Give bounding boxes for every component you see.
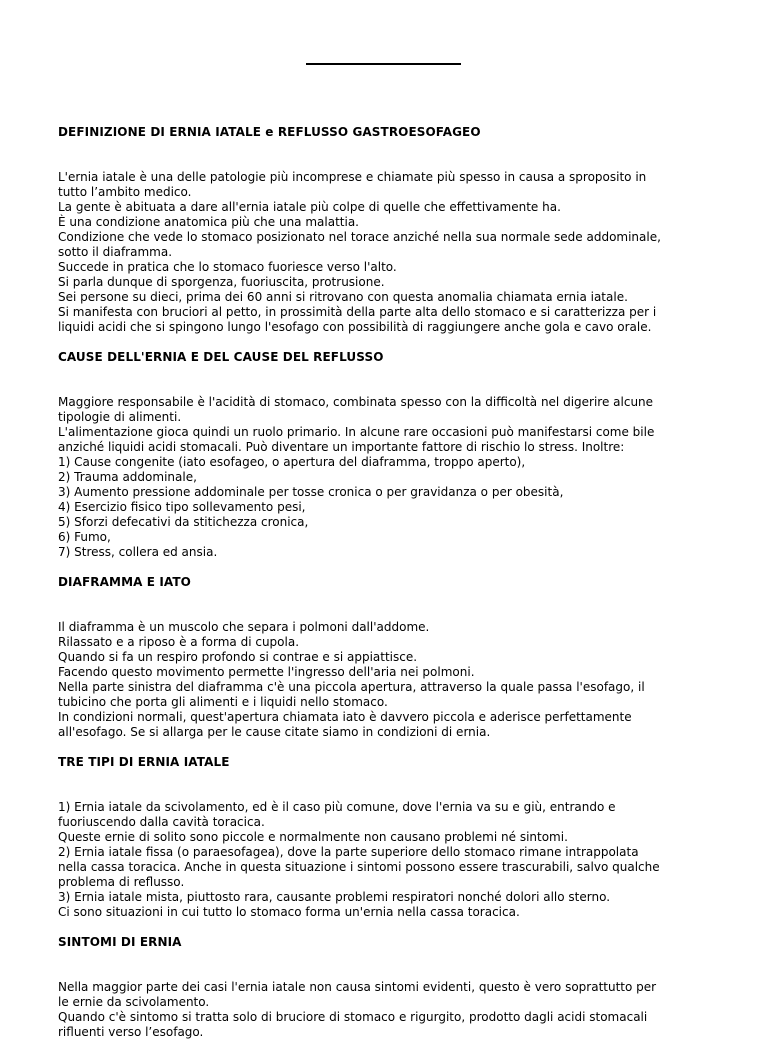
text-line: 6) Fumo, <box>58 530 111 544</box>
text-line: anziché liquidi acidi stomacali. Può diventare un importante fattore di rischio lo stress. Inoltre: <box>58 440 625 454</box>
section-paragraph <box>58 395 718 560</box>
section <box>58 125 718 350</box>
text-line: Il diaframma è un muscolo che separa i polmoni dall'addome. <box>58 620 430 634</box>
text-line: L'alimentazione gioca quindi un ruolo primario. In alcune rare occasioni può manifestarsi come bile <box>58 425 655 439</box>
text-line: nella cassa toracica. Anche in questa situazione i sintomi possono essere trascurabili, salvo qualche <box>58 860 660 874</box>
text-line: Queste ernie di solito sono piccole e normalmente non causano problemi né sintomi. <box>58 830 568 844</box>
text-line: Sei persone su dieci, prima dei 60 anni si ritrovano con questa anomalia chiamata ernia iatale. <box>58 290 628 304</box>
text-line: Quando si fa un respiro profondo si contrae e si appiattisce. <box>58 650 418 664</box>
text-line: Succede in pratica che lo stomaco fuoriesce verso l'alto. <box>58 260 397 274</box>
text-line: rifluenti verso l’esofago. <box>58 1025 204 1039</box>
text-line: Nella parte sinistra del diaframma c'è una piccola apertura, attraverso la quale passa l'esofago, il <box>58 680 645 694</box>
text-line: 3) Ernia iatale mista, piuttosto rara, causante problemi respiratori nonché dolori allo sterno. <box>58 890 611 904</box>
text-line: Maggiore responsabile è l'acidità di stomaco, combinata spesso con la difficoltà nel digerire alcune <box>58 395 654 409</box>
text-line: 2) Trauma addominale, <box>58 470 197 484</box>
text-line: Ci sono situazioni in cui tutto lo stomaco forma un'ernia nella cassa toracica. <box>58 905 520 919</box>
text-line: le ernie da scivolamento. <box>58 995 210 1009</box>
section-heading: SINTOMI DI ERNIA <box>58 935 182 949</box>
text-line: fuoriuscendo dalla cavità toracica. <box>58 815 265 829</box>
text-line: 4) Esercizio fisico tipo sollevamento pesi, <box>58 500 306 514</box>
text-line: Quando c'è sintomo si tratta solo di bruciore di stomaco e rigurgito, prodotto dagli acidi stomacali <box>58 1010 648 1024</box>
text-line: problema di reflusso. <box>58 875 185 889</box>
text-line: Si parla dunque di sporgenza, fuoriuscita, protrusione. <box>58 275 385 289</box>
section-heading: TRE TIPI DI ERNIA IATALE <box>58 755 230 769</box>
text-line: È una condizione anatomica più che una malattia. <box>58 215 359 229</box>
text-line: 1) Ernia iatale da scivolamento, ed è il caso più comune, dove l'ernia va su e giù, entrando e <box>58 800 616 814</box>
text-line: liquidi acidi che si spingono lungo l'esofago con possibilità di raggiungere anche gola e cavo orale. <box>58 320 652 334</box>
text-line: 7) Stress, collera ed ansia. <box>58 545 218 559</box>
section <box>58 350 718 575</box>
text-line: Si manifesta con bruciori al petto, in prossimità della parte alta dello stomaco e si caratterizza per i <box>58 305 657 319</box>
section-paragraph <box>58 170 718 335</box>
section-paragraph <box>58 620 718 740</box>
text-line: Condizione che vede lo stomaco posizionato nel torace anziché nella sua normale sede addominale, <box>58 230 661 244</box>
document-body <box>58 125 718 1040</box>
text-line: La gente è abituata a dare all'ernia iatale più colpe di quelle che effettivamente ha. <box>58 200 561 214</box>
text-line: In condizioni normali, quest'apertura chiamata iato è davvero piccola e aderisce perfettamente <box>58 710 632 724</box>
text-line: sotto il diaframma. <box>58 245 173 259</box>
text-line: tubicino che porta gli alimenti e i liquidi nello stomaco. <box>58 695 388 709</box>
text-line: Rilassato e a riposo è a forma di cupola. <box>58 635 300 649</box>
section <box>58 575 718 755</box>
text-line: Facendo questo movimento permette l'ingresso dell'aria nei polmoni. <box>58 665 475 679</box>
text-line: 1) Cause congenite (iato esofageo, o apertura del diaframma, troppo aperto), <box>58 455 526 469</box>
text-line: 5) Sforzi defecativi da stitichezza cronica, <box>58 515 309 529</box>
text-line: tutto l’ambito medico. <box>58 185 192 199</box>
text-line: all'esofago. Se si allarga per le cause citate siamo in condizioni di ernia. <box>58 725 491 739</box>
section <box>58 935 718 1040</box>
top-rule <box>306 63 461 65</box>
section-paragraph <box>58 800 718 920</box>
text-line: Nella maggior parte dei casi l'ernia iatale non causa sintomi evidenti, questo è vero soprattutto per <box>58 980 657 994</box>
text-line: 3) Aumento pressione addominale per tosse cronica o per gravidanza o per obesità, <box>58 485 564 499</box>
section-heading: DEFINIZIONE DI ERNIA IATALE e REFLUSSO GASTROESOFAGEO <box>58 125 481 139</box>
section-heading: DIAFRAMMA E IATO <box>58 575 191 589</box>
text-line: tipologie di alimenti. <box>58 410 182 424</box>
section-heading: CAUSE DELL'ERNIA E DEL CAUSE DEL REFLUSSO <box>58 350 384 364</box>
section-paragraph <box>58 980 718 1040</box>
text-line: 2) Ernia iatale fissa (o paraesofagea), dove la parte superiore dello stomaco rimane intrappolata <box>58 845 639 859</box>
section <box>58 755 718 935</box>
text-line: L'ernia iatale è una delle patologie più incomprese e chiamate più spesso in causa a sproposito in <box>58 170 647 184</box>
